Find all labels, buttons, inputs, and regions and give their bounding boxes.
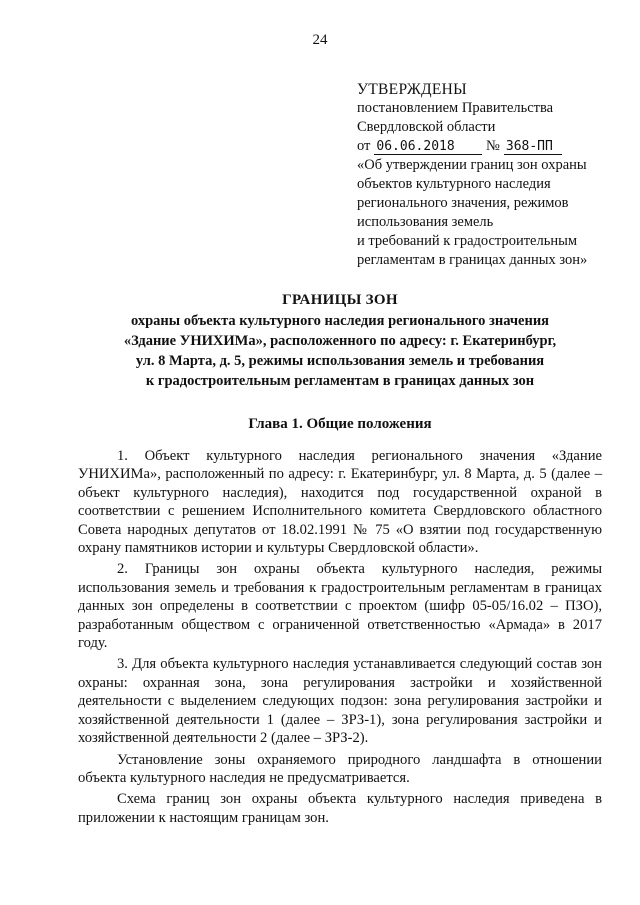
decree-number: 368-ПП <box>504 139 562 155</box>
approval-block <box>357 80 627 270</box>
paragraph: 1. Объект культурного наследия регионального значения «Здание УНИХИМа», расположенный по адресу: г. Екатеринбург, ул. 8 Марта, д. 5 (далее – объект культурного наследия), находится под государственной охраной в соответствии с решением Исполнительного комитета Свердловского областного Совета народных депутатов от 18.02.1991 № 75 «О взятии под государственную охрану памятников истории и культуры Свердловской области». <box>78 448 602 557</box>
decree-date: 06.06.2018 <box>374 139 482 155</box>
approval-line: и требований к градостроительным <box>357 233 578 249</box>
approval-line: регионального значения, режимов <box>357 195 569 211</box>
page-number: 24 <box>312 32 328 48</box>
approval-line: постановлением Правительства <box>357 100 554 116</box>
approval-heading: УТВЕРЖДЕНЫ <box>357 81 467 98</box>
title-line: «Здание УНИХИМа», расположенного по адресу: г. Екатеринбург, <box>123 333 557 349</box>
approval-line: использования земель <box>357 214 494 230</box>
title-line: к градостроительным регламентам в границах данных зон <box>145 373 535 389</box>
paragraph: 3. Для объекта культурного наследия устанавливается следующий состав зон охраны: охранная зона, зона регулирования застройки и хозяйственной деятельности с выделением следующих подзон: зона регулирования застройки и хозяйственной деятельности 1 (далее – ЗРЗ-1), зона регулирования застройки и хозяйственной деятельности 2 (далее – ЗРЗ-2). <box>78 656 602 747</box>
title-main: ГРАНИЦЫ ЗОН <box>282 292 398 308</box>
title-line: ул. 8 Марта, д. 5, режимы использования земель и требования <box>135 353 545 369</box>
approval-date-line <box>357 137 627 156</box>
document-body <box>78 447 602 830</box>
document-title <box>60 290 620 391</box>
paragraph: Установление зоны охраняемого природного ландшафта в отношении объекта культурного наследия не предусматривается. <box>78 751 602 786</box>
approval-line: объектов культурного наследия <box>357 176 551 192</box>
approval-line: регламентам в границах данных зон» <box>357 252 588 268</box>
paragraph: Схема границ зон охраны объекта культурного наследия приведена в приложении к настоящим границам зон. <box>78 791 602 826</box>
chapter-heading: Глава 1. Общие положения <box>248 416 432 432</box>
approval-line: Свердловской области <box>357 119 496 135</box>
date-prefix: от <box>357 138 371 154</box>
paragraph: 2. Границы зон охраны объекта культурного наследия, режимы использования земель и требования к градостроительным регламентам в границах данных зон определены в соответствии с проектом (шифр 05-05/16.02 – ПЗО), разработанным обществом с ограниченной ответственностью «Армада» в 2017 году. <box>78 561 602 652</box>
title-line: охраны объекта культурного наследия регионального значения <box>130 313 550 329</box>
approval-line: «Об утверждении границ зон охраны <box>357 157 587 173</box>
number-prefix: № <box>486 138 500 154</box>
